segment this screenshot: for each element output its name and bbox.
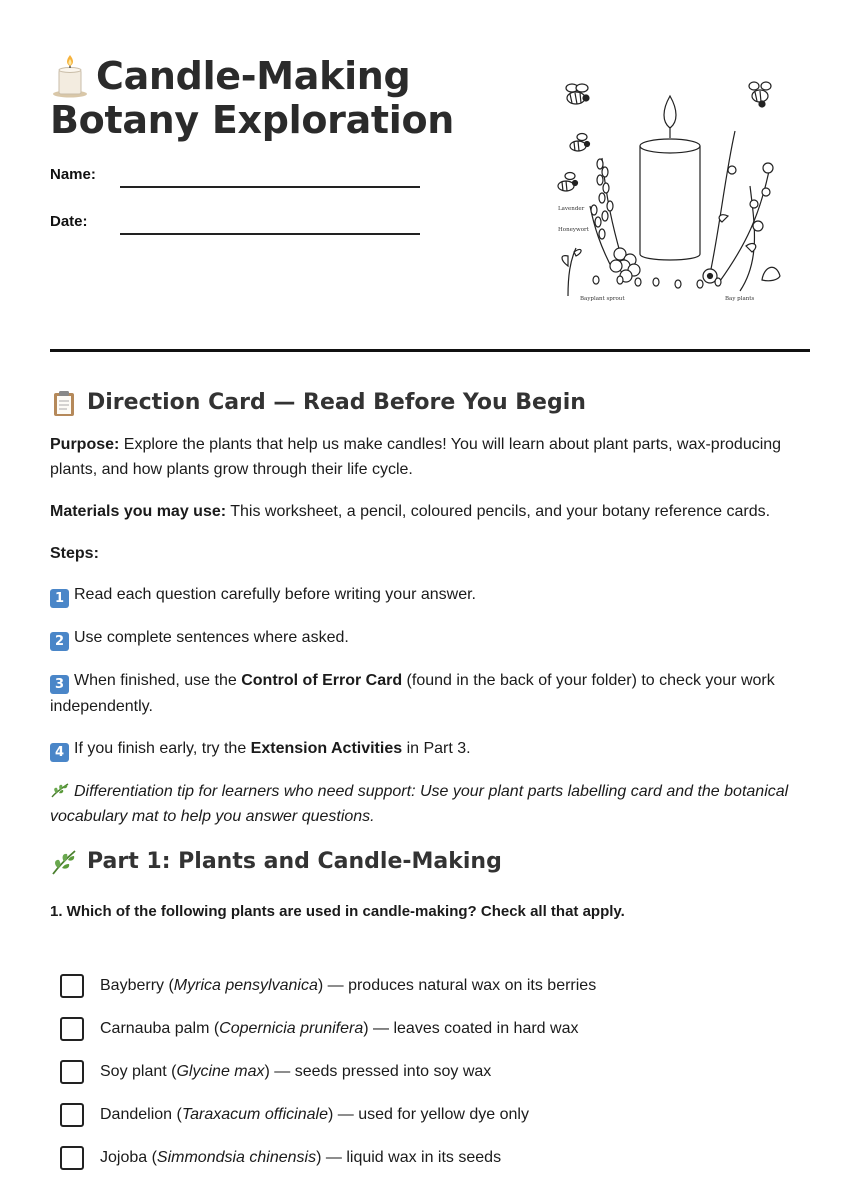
illustration-label-lavender: Lavender — [558, 206, 585, 212]
step-3-post: (found in the back of your folder) to check your work independently. — [50, 672, 775, 715]
materials-paragraph — [50, 499, 810, 524]
worksheet-body — [50, 380, 810, 1179]
option-label: Dandelion (Taraxacum officinale) — used for yellow dye only — [100, 1106, 529, 1123]
step-3-badge: 3 — [50, 675, 69, 694]
checkbox[interactable] — [60, 974, 84, 998]
bee-icon — [566, 84, 589, 104]
bee-icon — [570, 134, 590, 152]
date-field[interactable] — [120, 233, 420, 235]
step-4-post: in Part 3. — [402, 740, 471, 757]
step-1 — [50, 582, 810, 608]
herb-icon — [50, 781, 70, 797]
worksheet-header — [50, 50, 810, 320]
list-item — [60, 964, 810, 1007]
checkbox[interactable] — [60, 1146, 84, 1170]
wildflower-stems — [703, 131, 780, 291]
berry-cluster — [610, 248, 640, 282]
checkbox[interactable] — [60, 1017, 84, 1041]
list-item — [60, 1093, 810, 1136]
materials-text: This worksheet, a pencil, coloured pencils, and your botany reference cards. — [226, 503, 771, 520]
date-label: Date: — [50, 213, 88, 230]
step-1-text: Read each question carefully before writing your answer. — [74, 586, 476, 603]
direction-card-title: Direction Card — Read Before You Begin — [87, 390, 586, 415]
question-1: 1. Which of the following plants are used in candle-making? Check all that apply. — [50, 903, 625, 920]
direction-card-heading — [50, 388, 810, 418]
candle-drawing — [640, 96, 700, 260]
list-item — [60, 1050, 810, 1093]
step-2 — [50, 625, 810, 651]
illustration-label-sprout: Bayplant sprout — [580, 296, 625, 302]
step-3 — [50, 668, 810, 719]
seed-row — [593, 276, 721, 288]
candle-icon — [50, 54, 96, 98]
steps-label-text: Steps: — [50, 545, 99, 562]
step-4-bold: Extension Activities — [250, 740, 403, 757]
step-4-badge: 4 — [50, 743, 69, 762]
step-2-text: Use complete sentences where asked. — [74, 629, 349, 646]
tip-text: Differentiation tip for learners who need support: Use your plant parts labelling card and the botanical vocabulary mat to help you answer questions. — [50, 783, 789, 825]
illustration-label-honeywort: Honeywort — [558, 227, 589, 233]
title-line-1: Candle-Making — [96, 54, 411, 98]
checkbox[interactable] — [60, 1103, 84, 1127]
list-item — [60, 1007, 810, 1050]
step-3-bold: Control of Error Card — [241, 672, 403, 689]
steps-label — [50, 541, 810, 566]
step-4 — [50, 736, 810, 762]
clipboard-icon — [50, 389, 78, 417]
bee-icon — [558, 173, 578, 192]
part-1-heading — [50, 847, 810, 877]
name-label: Name: — [50, 166, 96, 183]
materials-label: Materials you may use: — [50, 503, 227, 520]
header-divider — [50, 349, 810, 352]
option-label: Carnauba palm (Copernicia prunifera) — leaves coated in hard wax — [100, 1020, 579, 1037]
page-title — [50, 54, 454, 142]
candle-botany-illustration — [550, 76, 785, 308]
option-label: Jojoba (Simmondsia chinensis) — liquid wax in its seeds — [100, 1149, 502, 1166]
option-label: Soy plant (Glycine max) — seeds pressed into soy wax — [100, 1063, 492, 1080]
part-1-title: Part 1: Plants and Candle-Making — [87, 849, 502, 874]
step-2-badge: 2 — [50, 632, 69, 651]
step-4-pre: If you finish early, try the — [74, 740, 251, 757]
list-item — [60, 1136, 810, 1179]
checkbox[interactable] — [60, 1060, 84, 1084]
option-label: Bayberry (Myrica pensylvanica) — produces natural wax on its berries — [100, 977, 597, 994]
plant-checklist — [50, 964, 810, 1179]
title-line-2: Botany Exploration — [50, 98, 455, 142]
purpose-label: Purpose: — [50, 436, 120, 453]
illustration-label-bay-plants: Bay plants — [725, 296, 755, 302]
step-3-pre: When finished, use the — [74, 672, 242, 689]
bee-icon — [749, 82, 771, 107]
name-field[interactable] — [120, 186, 420, 188]
step-1-badge: 1 — [50, 589, 69, 608]
sprout-drawing — [562, 248, 581, 296]
purpose-paragraph — [50, 432, 810, 482]
herb-icon — [50, 848, 78, 876]
differentiation-tip — [50, 779, 810, 829]
purpose-text: Explore the plants that help us make candles! You will learn about plant parts, wax-producing plants, and how plants grow through their life cycle. — [50, 436, 782, 478]
